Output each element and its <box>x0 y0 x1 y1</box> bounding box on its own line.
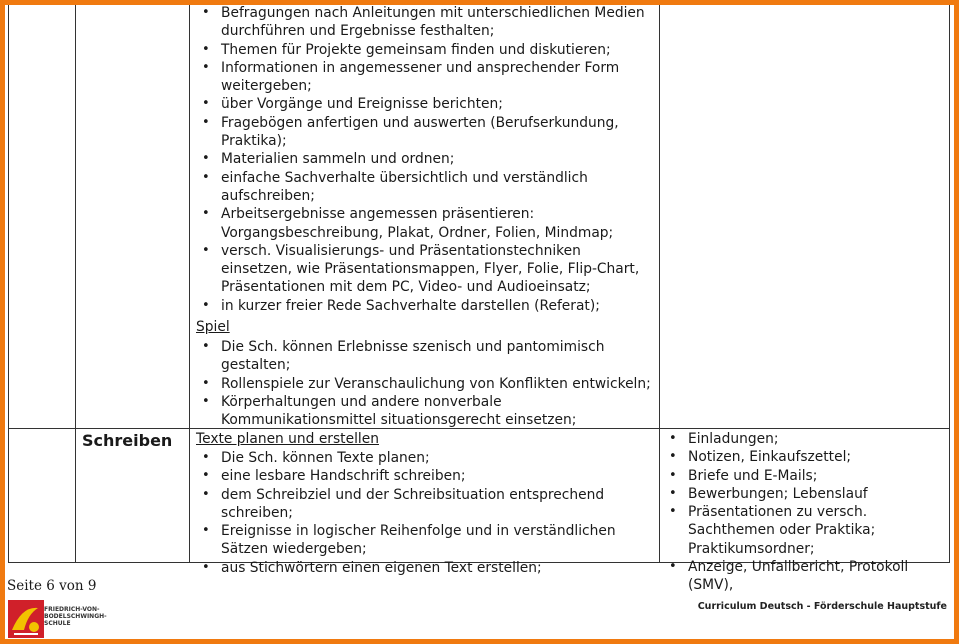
list-item: • Präsentationen zu versch. Sachthemen oder Praktika; Praktikumsordner; <box>663 503 949 558</box>
list-item: • Rollenspiele zur Veranschaulichung von Konflikten entwickeln; <box>196 375 656 393</box>
list-item: • über Vorgänge und Ereignisse berichten; <box>196 95 656 113</box>
subject-label-schreiben: Schreiben <box>82 431 173 450</box>
table-col-divider-1 <box>75 0 76 563</box>
list-item: • Befragungen nach Anleitungen mit unterschiedlichen Medien durchführen und Ergebnisse festhalten; <box>196 4 656 41</box>
table-right-border <box>949 0 950 563</box>
list-item: • eine lesbare Handschrift schreiben; <box>196 467 656 485</box>
spiel-list <box>196 338 656 429</box>
list-item: • Notizen, Einkaufszettel; <box>663 448 949 466</box>
schreiben-list <box>196 449 656 577</box>
list-item: • Ereignisse in logischer Reihenfolge und in verständlichen Sätzen wiedergeben; <box>196 522 656 559</box>
list-item: • Fragebögen anfertigen und auswerten (Berufserkundung, Praktika); <box>196 114 656 151</box>
list-item: • Briefe und E-Mails; <box>663 467 949 485</box>
school-logo <box>8 600 148 640</box>
curriculum-title: Curriculum Deutsch - Förderschule Hauptstufe <box>697 601 947 612</box>
list-item: • Materialien sammeln und ordnen; <box>196 150 656 168</box>
table-left-border <box>8 0 9 563</box>
school-name-line-3: SCHULE <box>44 620 71 627</box>
upper-competence-list <box>196 4 656 315</box>
list-item: • Themen für Projekte gemeinsam finden und diskutieren; <box>196 41 656 59</box>
list-item: • Bewerbungen; Lebenslauf <box>663 485 949 503</box>
school-name-line-2: BODELSCHWINGH- <box>44 613 107 620</box>
list-item: • Arbeitsergebnisse angemessen präsentieren: Vorgangsbeschreibung, Plakat, Ordner, Folien, Mindmap; <box>196 205 656 242</box>
list-item: • Einladungen; <box>663 430 949 448</box>
page-number: Seite 6 von 9 <box>7 578 97 594</box>
list-item: • Die Sch. können Erlebnisse szenisch und pantomimisch gestalten; <box>196 338 656 375</box>
school-logo-icon <box>8 600 44 638</box>
schreiben-examples-list <box>663 430 949 595</box>
list-item: • versch. Visualisierungs- und Präsentationstechniken einsetzen, wie Präsentationsmappen, Flyer, Folie, Flip-Chart, Präsentationen mit dem PC, Video- und Audioeinsatz; <box>196 242 656 297</box>
spiel-heading: Spiel <box>196 319 230 335</box>
table-col-divider-3 <box>659 0 660 563</box>
list-item: • dem Schreibziel und der Schreibsituation entsprechend schreiben; <box>196 486 656 523</box>
list-item: • aus Stichwörtern einen eigenen Text erstellen; <box>196 559 656 577</box>
list-item: • Anzeige, Unfallbericht, Protokoll (SMV), <box>663 558 949 595</box>
list-item: • Körperhaltungen und andere nonverbale Kommunikationsmittel situationsgerecht einsetzen; <box>196 393 656 430</box>
school-name-line-1: FRIEDRICH-VON- <box>44 606 100 613</box>
list-item: • Informationen in angemessener und ansprechender Form weitergeben; <box>196 59 656 96</box>
table-col-divider-2 <box>189 0 190 563</box>
list-item: • einfache Sachverhalte übersichtlich und verständlich aufschreiben; <box>196 169 656 206</box>
list-item: • Die Sch. können Texte planen; <box>196 449 656 467</box>
schreiben-heading: Texte planen und erstellen <box>196 431 379 447</box>
list-item: • in kurzer freier Rede Sachverhalte darstellen (Referat); <box>196 297 656 315</box>
school-name <box>44 606 144 627</box>
